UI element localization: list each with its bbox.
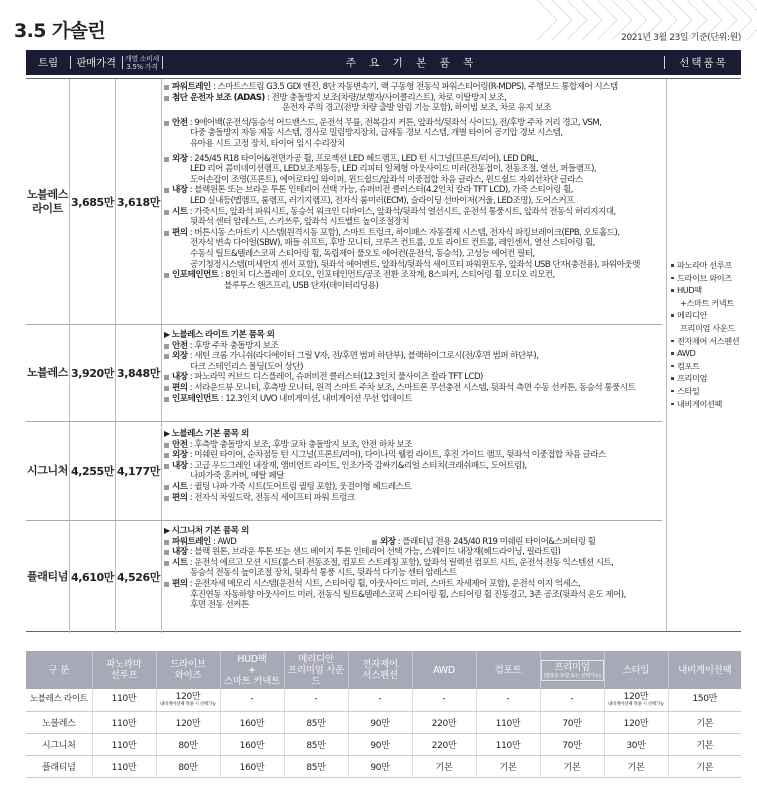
row-name: 시그니처 — [26, 733, 92, 755]
col-header: 내비게이션팩 — [668, 651, 741, 689]
feature-item: 내장 : 고급 우드그레인 내장재, 앰비언트 라이트, 인조가죽 감싸기&리얼 스티치(크래쉬패드, 도어트림), — [164, 461, 662, 472]
price-cell: 120만 — [604, 711, 668, 733]
col-header: 전자제어 서스펜션 — [348, 651, 412, 689]
price-cell: - — [540, 689, 604, 711]
option-price-table — [26, 651, 741, 778]
trim-row-noblesse — [26, 325, 662, 422]
price-cell: 90만 — [348, 733, 412, 755]
header-price35 — [122, 50, 162, 75]
feature-item: 안전 : 후측방 충돌방지 보조, 후방 교차 충돌방지 보조, 안전 하차 보조 — [164, 440, 662, 451]
option-table-header-row — [26, 651, 741, 689]
feature-item: 시트 : 가죽시트, 앞좌석 파워시트, 동승석 워크인 디바이스, 앞좌석/뒷좌석 열선시트, 운전석 통풍시트, 앞좌석 전동식 허리지지대, — [164, 207, 662, 218]
trim-name: 플래티넘 — [26, 521, 70, 633]
price-cell: - — [284, 689, 348, 711]
feature-item: 파워트레인 : AWD 외장 : 플래티넘 전용 245/40 R19 미쉐린 타이어&스퍼터링 휠 — [164, 537, 662, 548]
price-cell: 85만 — [284, 711, 348, 733]
price-cell: - — [476, 689, 540, 711]
header-price35-line2: 3.5% 가격 — [126, 62, 158, 71]
trim-price: 4,255만 — [70, 422, 116, 520]
feature-item: 외장 : 미쉐린 타이어, 순차점등 턴 시그널(프론트/리어), 다이나믹 웰컴 라이트, 후진 가이드 램프, 뒷좌석 이중접합 차음 글라스 — [164, 450, 662, 461]
feature-continuation: 다크 스테인리스 몰딩(도어 상단) — [190, 361, 303, 372]
feature-item: 편의 : 서라운드뷰 모니터, 후측방 모니터, 원격 스마트 주차 보조, 스마트폰 무선충전 시스템, 뒷좌석 측면 수동 선커튼, 동승석 통풍시트 — [164, 383, 662, 394]
option-item: HUD팩 +스마트 커넥트 — [671, 284, 739, 309]
options-column — [666, 79, 741, 631]
trim-feature-table — [26, 78, 741, 632]
price-cell: 기본 — [668, 711, 741, 733]
feature-item: 시트 : 퀼팅 나파 가죽 시트(도어트림 퀼팅 포함), 웃걸이형 헤드레스트 — [164, 482, 662, 493]
table-row — [26, 755, 741, 777]
feature-head: ▶ 노블레스 기본 품목 외 — [164, 429, 249, 439]
feature-item: 편의 : 운전자세 메모리 시스템(운전석 시트, 스티어링 휠, 아웃사이드 미러, 스마트 자세제어 포함), 운전석 이지 억세스, — [164, 579, 662, 590]
feature-item: 편의 : 버튼시동 스마트키 시스템(원격시동 포함), 스마트 트렁크, 하이패스 자동결제 시스템, 전자식 파킹브레이크(EPB, 오토홀드), — [164, 228, 662, 239]
option-item: 메리디안 프리미엄 사운드 — [671, 309, 739, 334]
price-cell: - — [220, 689, 284, 711]
feature-continuation: LED 실내등(맵램프, 룸램프, 러기지램프), 전자식 룸미러(ECM), 슬라이딩 선바이저(거울, LED조명), 도어스커프 — [190, 195, 574, 206]
price-cell: 110만 — [92, 733, 156, 755]
feature-item: 외장 : 245/45 R18 타이어&전면가공 휠, 프로젝션 LED 헤드램프, LED 턴 시그널(프론트/리어), LED DRL, — [164, 154, 662, 165]
price-cell: 110만 — [476, 711, 540, 733]
option-item: 컴포트 — [671, 360, 739, 373]
feature-item: 인포테인먼트 : 12.3인치 UVO 내비게이션, 내비게이션 무선 업데이트 — [164, 394, 662, 405]
feature-item: 첨단 운전자 보조 (ADAS) : 전방 충돌방지 보조(차량/보행자/사이클리스트), 차로 이탈방지 보조, — [164, 93, 662, 104]
table-row — [26, 711, 741, 733]
price-cell: - — [348, 689, 412, 711]
price-cell: 120만 — [156, 711, 220, 733]
trim-name — [26, 79, 70, 324]
trim-name: 시그니처 — [26, 422, 70, 520]
trim-price35: 3,848만 — [116, 325, 162, 421]
trim-price35: 4,526만 — [116, 521, 162, 633]
feature-item: 안전 : 후방 주차 충돌방지 보조 — [164, 341, 662, 352]
option-item: 파노라마 선루프 — [671, 259, 739, 272]
price-cell: 220만 — [412, 733, 476, 755]
price-cell: 30만 — [604, 733, 668, 755]
price-cell: - — [412, 689, 476, 711]
date-note: 2021년 3월 23일 기준(단위:원) — [621, 33, 741, 43]
feature-head: ▶ 시그니처 기본 품목 외 — [164, 526, 249, 536]
feature-continuation: 후면 전동 선커튼 — [190, 600, 249, 611]
premium-header-box: 프리미엄 (컴포트 포함 또는 선택가능) — [541, 660, 604, 681]
options-list — [671, 259, 739, 410]
option-item: 전자제어 서스펜션 — [671, 335, 739, 348]
trim-price35: 4,177만 — [116, 422, 162, 520]
trim-feature-list — [164, 526, 662, 611]
price-cell: 110만 — [92, 711, 156, 733]
col-header: 파노라마 선루프 — [92, 651, 156, 689]
trim-name-line2: 라이트 — [32, 201, 63, 215]
price-cell: 85만 — [284, 733, 348, 755]
feature-item: 파워트레인 : 스마트스트림 G3.5 GDI 엔진, 8단 자동변속기, 랙 구동형 전동식 파워스티어링(R-MDPS), 주행모드 통합제어 시스템 — [164, 82, 662, 93]
header-trim: 트림 — [38, 57, 58, 69]
col-header: 스타일 — [604, 651, 668, 689]
price-cell: 220만 — [412, 711, 476, 733]
price-cell: 80만 — [156, 733, 220, 755]
price-cell: 90만 — [348, 755, 412, 777]
option-item: AWD — [671, 347, 739, 360]
trim-feature-list — [164, 429, 662, 503]
header-price: 판매가격 — [76, 57, 116, 69]
row-name: 노블레스 라이트 — [26, 689, 92, 711]
feature-continuation: 블루투스 핸즈프리, USB 단자(데이터리딩용) — [224, 280, 379, 291]
feature-continuation: 도어손잡이 조명(프론트), 에어로타입 와이퍼, 윈드쉴드/앞좌석 이중접합 차음 글라스, 윈드쉴드 자외선차단 글라스 — [190, 174, 583, 185]
feature-item-wheel: 외장 : 플래티넘 전용 245/40 R19 미쉐린 타이어&스퍼터링 휠 — [380, 537, 595, 548]
row-name: 노블레스 — [26, 711, 92, 733]
trim-row-platinum — [26, 521, 662, 633]
feature-item: 내장 : 블랙원톤 또는 브라운 투톤 인테리어 선택 가능, 슈퍼비전 클러스터(4.2인치 칼라 TFT LCD), 가죽 스티어링 휠, — [164, 185, 662, 196]
table-row — [26, 733, 741, 755]
trim-name-line1: 노블레스 — [27, 187, 68, 201]
price-cell: 120만 내비게이션팩 적용 시 선택가능 — [604, 689, 668, 711]
trim-row-noblesse-lite — [26, 79, 662, 325]
feature-continuation: 수동식 틸트&텔레스코픽 스티어링 휠, 독립제어 풀오토 에어컨(운전석, 동승석), 고성능 에어컨 필터, — [190, 248, 535, 259]
feature-item: 인포테인먼트 : 8인치 디스플레이 오디오, 인포테인먼트/공조 전환 조작계, 8스피커, 스티어링 휠 오디오 리모컨, — [164, 270, 662, 281]
feature-continuation: 나파가죽 혼커버, 메탈 페달 — [190, 471, 284, 482]
feature-item: 시트 : 운전석 에르고 모션 시트(롤스터 전동조절, 컴포트 스트레칭 포함), 앞좌석 릴렉션 컴포트 시트, 운전석 전동 익스텐션 시트, — [164, 558, 662, 569]
trim-feature-list — [164, 82, 662, 291]
feature-continuation: LED 리어 콤비네이션램프, LED보조제동등, LED 리피터 일체형 아웃사이드 미러(전동접이, 전동조절, 열선, 퍼들램프), — [190, 164, 597, 175]
price-cell: 150만 — [668, 689, 741, 711]
option-item: 내비게이션팩 — [671, 398, 739, 411]
header-options: 선택품목 — [679, 57, 728, 69]
trim-row-signature — [26, 422, 662, 521]
price-cell: 기본 — [668, 733, 741, 755]
table-row — [26, 689, 741, 711]
col-header: HUD팩 + 스마트 커넥트 — [220, 651, 284, 689]
feature-continuation: 유아용 시트 고정 장치, 타이어 임시 수리장치 — [190, 138, 345, 149]
price-cell: 기본 — [604, 755, 668, 777]
feature-item: 내장 : 파노라믹 커브드 디스플레이, 슈퍼비전 클러스터(12.3인치 풀사이즈 칼라 TFT LCD) — [164, 372, 662, 383]
header-price35-line1: 개별 소비세 — [124, 54, 160, 63]
feature-head: ▶ 노블레스 라이트 기본 품목 외 — [164, 330, 275, 340]
price-cell: 기본 — [540, 755, 604, 777]
price-cell: 160만 — [220, 755, 284, 777]
row-name: 플래티넘 — [26, 755, 92, 777]
page-title: 3.5 가솔린 — [14, 20, 106, 42]
price-cell: 85만 — [284, 755, 348, 777]
trim-name: 노블레스 — [26, 325, 70, 421]
feature-item: 편의 : 전자식 차일드락, 전동식 세이프티 파워 트렁크 — [164, 493, 662, 504]
col-header: AWD — [412, 651, 476, 689]
feature-continuation: 동승석 전동식 높이조절 장치, 뒷좌석 통풍 시트, 뒷좌석 다기능 센터 암레스트 — [190, 568, 457, 579]
col-header: 컴포트 — [476, 651, 540, 689]
feature-item: 안전 : 9에어백(운전석/동승석 어드밴스드, 운전석 무릎, 전복감지 커튼, 앞좌석/뒷좌석 사이드), 전/후방 주차 거리 경고, VSM, — [164, 118, 662, 129]
trim-price: 4,610만 — [70, 521, 116, 633]
price-cell: 기본 — [668, 755, 741, 777]
feature-continuation: 운전자 주의 경고(전방 차량 출발 알림 기능 포함), 하이빔 보조, 차로 유지 보조 — [282, 103, 551, 114]
price-cell: 160만 — [220, 733, 284, 755]
feature-item: 내장 : 블랙 원톤, 브라운 투톤 또는 샌드 베이지 투톤 인테리어 선택 가능, 스웨이드 내장재(헤드라이닝, 필라트림) — [164, 547, 662, 558]
price-cell: 110만 — [476, 733, 540, 755]
feature-item: 외장 : 새틴 크롬 가니쉬(라디에이터 그릴 V자, 전/후면 범퍼 하단부), 블랙하이그로시(전/후면 범퍼 하단부), — [164, 351, 662, 362]
trim-price: 3,685만 — [70, 79, 116, 324]
trim-price35: 3,618만 — [116, 79, 162, 324]
trim-feature-list — [164, 330, 662, 404]
price-cell: 120만 내비게이션팩 적용 시 선택가능 — [156, 689, 220, 711]
price-cell: 70만 — [540, 711, 604, 733]
feature-continuation: 다중 충돌방지 자동 제동 시스템, 경사로 밀림방지장치, 급제동 경보 시스템, 개별 타이어 공기압 경보 시스템, — [190, 128, 563, 139]
header-main-features: 주 요 기 본 품 목 — [345, 57, 479, 69]
feature-continuation: 뒷좌석 센터 암레스트, 스키쓰루, 앞좌석 시트벨트 높이조절장치 — [190, 217, 409, 228]
price-cell: 90만 — [348, 711, 412, 733]
col-header — [540, 651, 604, 689]
price-cell: 70만 — [540, 733, 604, 755]
col-header: 드라이브 와이즈 — [156, 651, 220, 689]
price-cell: 110만 — [92, 689, 156, 711]
price-cell: 기본 — [476, 755, 540, 777]
trim-price: 3,920만 — [70, 325, 116, 421]
price-cell: 기본 — [412, 755, 476, 777]
option-item: 프리미엄 — [671, 372, 739, 385]
price-cell: 160만 — [220, 711, 284, 733]
option-item: 드라이브 와이즈 — [671, 272, 739, 285]
table-header-bar — [26, 50, 741, 75]
price-cell: 110만 — [92, 755, 156, 777]
feature-continuation: 공기청정시스템(미세먼지 센서 포함), 뒷좌석 에어벤트, 앞좌석/뒷좌석 세이프티 파워윈도우, 앞좌석 USB 단자(충전용), 파워아웃렛 — [190, 259, 640, 270]
price-cell: 80만 — [156, 755, 220, 777]
feature-continuation: 후진연동 자동하향 아웃사이드 미러, 전동식 틸트&텔레스코픽 스티어링 휠, 스티어링 휠 진동경고, 3존 공조(뒷좌석 온도 제어), — [190, 589, 626, 600]
feature-continuation: 전자식 변속 다이얼(SBW), 패들 쉬프트, 후방 모니터, 크루즈 컨트롤, 오토 라이트 컨트롤, 레인센서, 열선 스티어링 휠, — [190, 238, 595, 249]
option-item: 스타일 — [671, 385, 739, 398]
header-separator — [664, 56, 665, 69]
col-header: 메리디안 프리미엄 사운드 — [284, 651, 348, 689]
col-header: 구 분 — [26, 651, 92, 689]
